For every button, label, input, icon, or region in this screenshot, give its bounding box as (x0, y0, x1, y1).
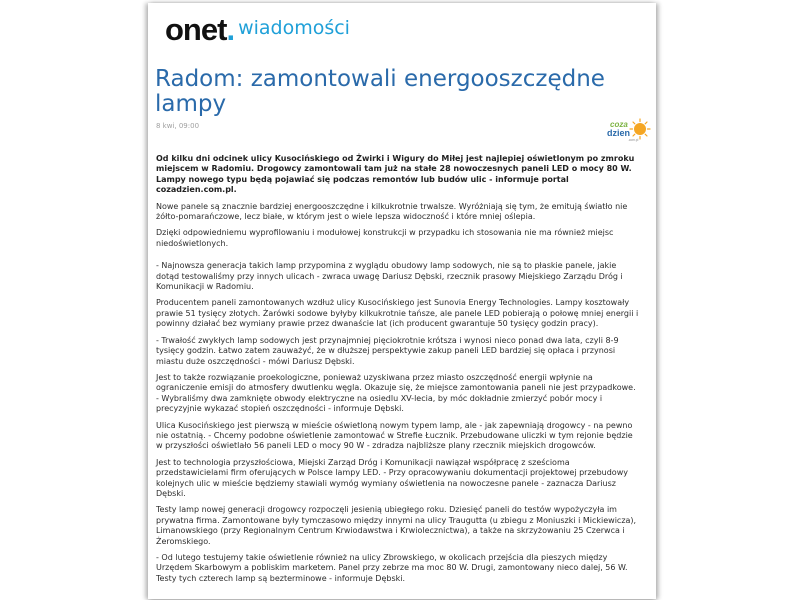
source-logo-line1: coza (610, 120, 628, 129)
logo-onet-text: onet (165, 12, 227, 47)
article-title: Radom: zamontowali energooszczędne lampy (155, 66, 605, 117)
article-container (148, 3, 656, 599)
sun-icon (630, 119, 650, 139)
article-paragraph: Dzięki odpowiedniemu wyprofilowaniu i modułowej konstrukcji w przypadku ich stosowania nie ma również miejsc niedoświetlonych. (156, 228, 614, 248)
cozadzien-source-logo (606, 114, 652, 144)
article-date: 8 kwi, 09:00 (156, 122, 200, 130)
article-paragraph: - Najnowsza generacja takich lamp przypomina z wyglądu obudowy lamp sodowych, nie są to płaskie panele, jakie dotąd testowaliśmy przy innych ulicach - zwraca uwagę Dariusz Dębski, rzecznik prasowy Miejskiego Zarządu Dróg i Komunikacji w Radomiu. (156, 261, 623, 292)
article-body (156, 154, 640, 590)
article-paragraph: Ulica Kusocińskiego jest pierwszą w mieście oświetloną nowym typem lamp, ale - jak zapewniają drogowcy - na pewno nie ostatnią. - Chcemy podobne oświetlenie zamontować w Strefie Łucznik. Przebudowane uliczki w tym rejonie będzie w przyszłości oświetlało 56 paneli LED o mocy 90 W - zdradza najbliższe plany rzecznik miejskich drogowców. (156, 420, 633, 451)
source-logo-suffix: .com.pl (628, 138, 639, 142)
article-paragraph: Jest to także rozwiązanie proekologiczne, ponieważ uzyskiwana przez miasto oszczędność energii wpłynie na ograniczenie emisji do atmosfery dwutlenku węgla. Okazuje się, że miejsce zamontowania paneli nie jest przypadkowe. - Wybraliśmy dwa zamknięte obwody elektryczne na osiedlu XV-lecia, by móc dokładnie zmierzyć pobór mocy i precyzyjnie wykazać stopień oszczędności - informuje Dębski. (156, 372, 636, 414)
logo-dot: . (226, 12, 236, 47)
article-lead: Od kilku dni odcinek ulicy Kusocińskiego od Żwirki i Wigury do Miłej jest najlepiej oświetlonym po zmroku miejscem w Radomiu. Drogowcy zamontowali tam już na stałe 28 nowoczesnych paneli LED o mocy 80 W. Lampy nowego typu będą pojawiać się podczas remontów lub budów ulic - informuje portal cozadzien.com.pl. (156, 154, 635, 195)
article-paragraph: Testy lamp nowej generacji drogowcy rozpoczęli jesienią ubiegłego roku. Dziesięć paneli do testów wypożyczyła im prywatna firma. Zamontowane były tymczasowo między innymi na ulicy Traugutta (u zbiegu z Moniuszki i Mickiewicza), Limanowskiego (przy Regionalnym Centrum Krwiodawstwa i Krwiolecznictwa), a także na skrzyżowaniu 25 Czerwca i Żeromskiego. (156, 505, 637, 546)
article-paragraph: Jest to technologia przyszłościowa, Miejski Zarząd Dróg i Komunikacji nawiązał współpracę z sześcioma przedstawicielami firm oferujących w Polsce lampy LED. - Przy opracowywaniu dokumentacji projektowej przebudowy kolejnych ulic w mieście będziemy stawiali wymóg wymiany oświetlenia na nowoczesne panele - zaznacza Dariusz Dębski. (156, 457, 628, 498)
logo-section-text: wiadomości (238, 17, 350, 39)
article-paragraph: Producentem paneli zamontowanych wzdłuż ulicy Kusocińskiego jest Sunovia Energy Technologies. Lampy kosztowały prawie 51 tysięcy złotych. Żarówki sodowe byłyby kilkukrotnie tańsze, ale panele LED pobierają o połowę mniej energii i powinny działać bez wymiany prawie przez dwanaście lat (ich producent gwarantuje 50 tysięcy godzin pracy). (156, 298, 639, 329)
article-paragraph: - Od lutego testujemy takie oświetlenie również na ulicy Zbrowskiego, w okolicach przejścia dla pieszych między Urzędem Skarbowym a pobliskim marketem. Panel przy zebrze ma moc 80 W. Drugi, zamontowany nieco dalej, 56 W. Testy tych czterech lamp są bezterminowe - informuje Dębski. (156, 553, 628, 583)
article-paragraph: Nowe panele są znacznie bardziej energooszczędne i kilkukrotnie trwalsze. Wyróżniają się tym, że emitują światło nie żółto-pomarańczowe, lecz białe, w którym jest o wiele lepsza widoczność i które mniej oślepia. (156, 201, 628, 222)
onet-wiadomosci-logo[interactable] (165, 14, 350, 45)
article-paragraph: - Trwałość zwykłych lamp sodowych jest przynajmniej pięciokrotnie krótsza i wynosi nieco ponad dwa lata, czyli 8-9 tysięcy godzin. Łatwo zatem zauważyć, że w dłuższej perspektywie zakup paneli LED bardziej się opłaca i przynosi miastu duże oszczędności - mówi Dariusz Dębski. (156, 335, 619, 366)
source-logo-line2: dzien (607, 128, 631, 138)
